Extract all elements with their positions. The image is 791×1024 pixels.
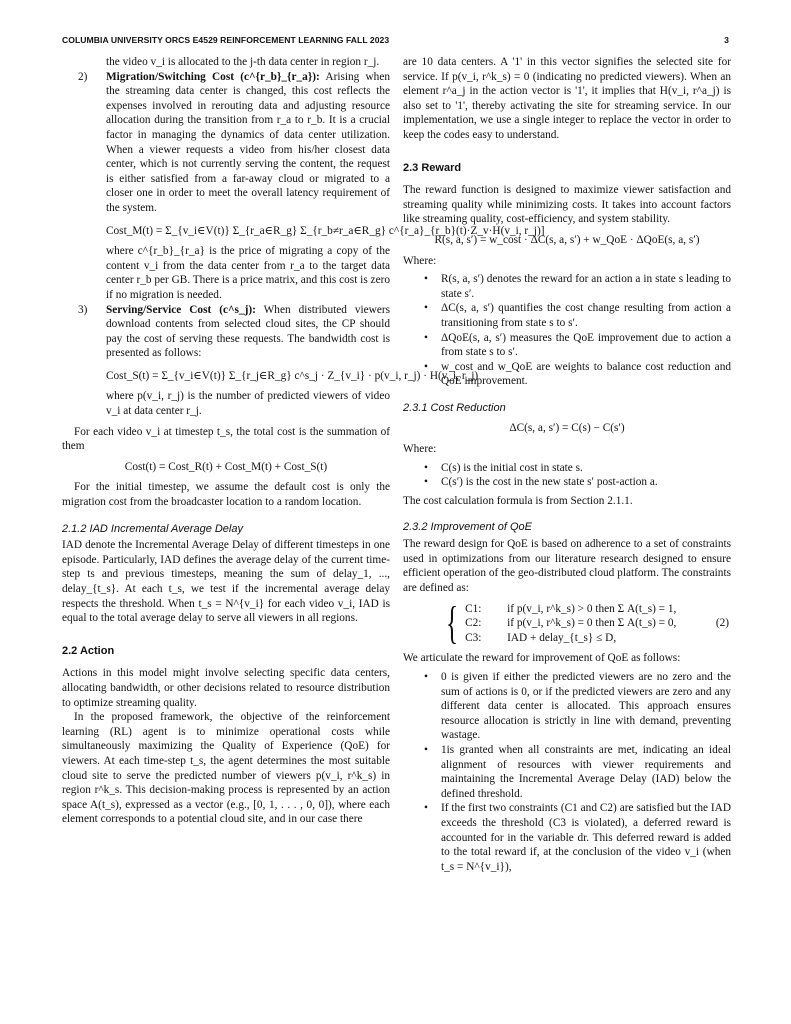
migration-where-text: where c^{r_b}_{r_a} is the price of migrating a copy of the content v_i from the data center from r_a to the target data center r_b per GB. There is a price matrix, and this cost is zero if no migration is needed. (106, 245, 390, 301)
item-title: Migration/Switching Cost (c^{r_b}_{r_a}): (106, 70, 320, 83)
reward-definitions-list (403, 272, 731, 389)
articulate-paragraph: We articulate the reward for improvement of QoE as follows: (403, 652, 681, 665)
list-item: • ΔQoE(s, a, s′) measures the QoE improvement due to action a from state s to s′. (403, 331, 731, 360)
item-text: Arising when the streaming data center is changed, this cost reflects the expenses involved in rerouting data and adjusting resource allocation during the transition from r_a to r_b. It is a crucial factor in managing the dynamics of data center utilization. When a viewer requests a video from his/her closest data center, which is not currently serving the content, the request is either satisfied from a far-away cloud or migrated to a closer one in order to meet the overall latency requirement of the system. (106, 70, 390, 214)
item-number: 3) (78, 303, 88, 316)
constraint-list (465, 602, 676, 646)
list-item: • C(s′) is the cost in the new state s′ post-action a. (403, 475, 731, 490)
list-item-service-cost (62, 303, 390, 361)
action-paragraph-2: In the proposed framework, the objective of the reinforcement learning (RL) agent is to minimize operational costs while simultaneously maximizing the Quality of Experience (QoE) for viewers. At each time-step t_s, the agent determines the most suitable cloud site to serve the predicted number of viewers p(v_i, r^k_s) in region r^k_s. This decision-making process is represented by an action space A(t_s), expressed as a vector (e.g., [0, 1, . . . , 0, 0]), where each element corresponds to a potential cloud site, and in our case there (62, 711, 390, 826)
list-item: • w_cost and w_QoE are weights to balance cost reduction and QoE improvement. (403, 360, 731, 389)
list-item: • 0 is given if either the predicted viewers are no zero and the sum of actions is 0, or if the predicted viewers are zero and any different data center is allocated. This approach ensures resource allocation is strictly in line with demand, preventing wastage. (403, 670, 731, 743)
action-continuation: are 10 data centers. A '1' in this vector signifies the selected site for service. If p(v_i, r^k_s) = 0 (indicating no predicted viewers). When an element r^a_j in the action vector is '1', it implies that H(v_i, r^a_j) is also set to '1', thereby activating the site for streaming service. In our implementation, we use a single integer to replace the vector in order to keep the codes easy to understand. (403, 56, 731, 141)
qoe-paragraph: The reward design for QoE is based on adherence to a set of constraints used in optimizations from our literature research designed to ensure efficient operation of the geo-distributed cloud platform. The constraints are defined as: (403, 538, 731, 594)
service-where-text: where p(v_i, r_j) is the number of predicted viewers of video v_i at data center r_j. (106, 390, 390, 418)
constraint-row: C3: IAD + delay_{t_s} ≤ D, (465, 631, 617, 644)
equation-number: (2) (715, 617, 729, 630)
constraints-equation (441, 597, 731, 649)
list-item: • ΔC(s, a, s′) quantifies the cost change resulting from action a transitioning from state s to s′. (403, 301, 731, 330)
item-title: Serving/Service Cost (c^s_j): (106, 303, 256, 316)
equation-cost-reduction: ΔC(s, a, s′) = C(s) − C(s′) (509, 422, 625, 435)
right-column (403, 55, 731, 878)
equation-service-cost: Cost_S(t) = Σ_{v_i∈V(t)} Σ_{r_j∈R_g} c^s_j · Z_{v_i} · p(v_i, r_j) · H(v_i, r_j) (106, 369, 479, 382)
equation-migration-cost: Cost_M(t) = Σ_{v_i∈V(t)} Σ_{r_a∈R_g} Σ_{r_b≠r_a∈R_g} c^{r_a}_{r_b}(t)·Z_v·H(v_i, r_j)] (106, 224, 545, 237)
section-heading-2-3-2: 2.3.2 Improvement of QoE (403, 521, 533, 534)
running-header (62, 33, 729, 47)
qoe-reward-list (403, 670, 731, 874)
list-item-migration-cost (62, 70, 390, 216)
equation-reward: R(s, a, s′) = w_cost · ΔC(s, a, s′) + w_QoE · ΔQoE(s, a, s′) (434, 233, 700, 246)
initial-timestep-paragraph: For the initial timestep, we assume the default cost is only the migration cost from the broadcaster location to a random location. (62, 481, 390, 509)
total-cost-intro: For each video v_i at timestep t_s, the total cost is the summation of them (62, 425, 390, 453)
item-text: When distributed viewers download contents from selected cloud sites, the CP should pay the cost of serving these requests. The bandwidth cost is presented as follows: (106, 303, 390, 360)
list-item: • 1is granted when all constraints are met, indicating an ideal alignment of resources with viewer requirements and maintaining the Incremental Average Delay (IAD) below the defined threshold. (403, 743, 731, 801)
section-heading-2-3: 2.3 Reward (403, 161, 462, 174)
where-label: Where: (403, 443, 437, 456)
action-paragraph-1: Actions in this model might involve selecting specific data centers, allocating bandwidth, or other decisions related to resource distribution to optimize streaming quality. (62, 667, 390, 709)
page-number: 3 (724, 35, 729, 45)
section-heading-2-3-1: 2.3.1 Cost Reduction (403, 401, 506, 414)
running-title: COLUMBIA UNIVERSITY ORCS E4529 REINFORCEMENT LEARNING FALL 2023 (62, 35, 390, 45)
constraint-row: C1: if p(v_i, r^k_s) > 0 then Σ A(t_s) = 1, (465, 602, 677, 615)
cost-reference: The cost calculation formula is from Section 2.1.1. (403, 494, 633, 507)
where-label: Where: (403, 254, 437, 267)
list-item: • If the first two constraints (C1 and C2) are satisfied but the IAD exceeds the threshold (C3 is violated), a deferred reward is accounted for in the variable dr. This deferred reward is added to the total reward if, at the conclusion of the video v_i (when t_s = N^{v_i}), (403, 801, 731, 874)
item1-continuation: the video v_i is allocated to the j-th data center in region r_j. (106, 56, 380, 68)
constraint-row: C2: if p(v_i, r^k_s) = 0 then Σ A(t_s) = 0, (465, 617, 677, 630)
item-number: 2) (78, 70, 88, 83)
reward-paragraph: The reward function is designed to maximize viewer satisfaction and streaming quality while minimizing costs. It takes into account factors like streaming quality, cost-efficiency, and system stability. (403, 184, 731, 226)
section-heading-2-1-2: 2.1.2 IAD Incremental Average Delay (62, 522, 243, 535)
section-heading-2-2: 2.2 Action (62, 644, 115, 657)
iad-paragraph: IAD denote the Incremental Average Delay of different timesteps in one episode. Particularly, IAD defines the average delay of the current time-step ts and previous timesteps, meaning the sum of delay_1, ..., delay_{t_s}. At each t_s, we test if the incremental average delay respects the threshold. When t_s = N^{v_i} for each video v_i, IAD is equal to the total average delay to serve all viewers in all regions. (62, 539, 390, 625)
cost-definitions-list (403, 461, 731, 490)
list-item: • C(s) is the initial cost in state s. (403, 461, 731, 476)
list-item: • R(s, a, s′) denotes the reward for an action a in state s leading to state s′. (403, 272, 731, 301)
left-brace: { (445, 597, 459, 649)
equation-total-cost: Cost(t) = Cost_R(t) + Cost_M(t) + Cost_S(t) (124, 460, 328, 473)
